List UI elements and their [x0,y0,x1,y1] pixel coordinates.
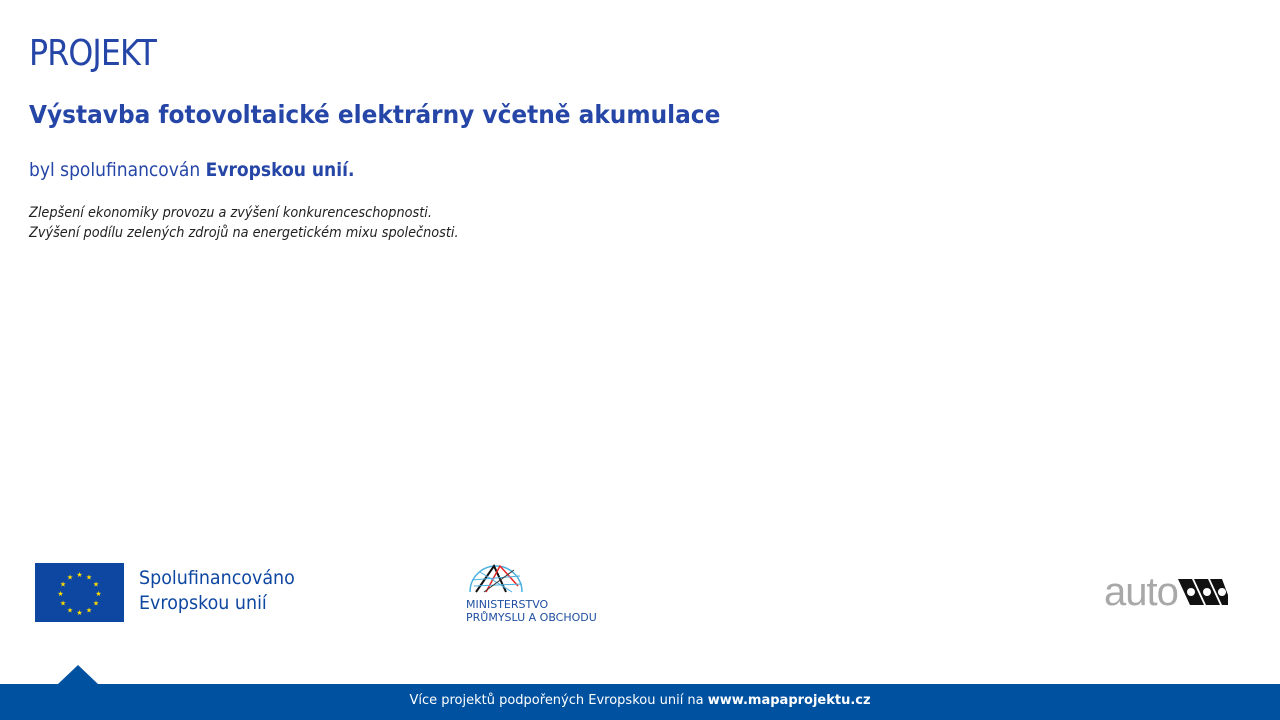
mpo-logo-text [466,598,597,624]
eu-star-icon: ★ [59,599,67,608]
cofinanced-line [29,159,354,181]
eu-star-icon: ★ [66,573,74,582]
mpo-globe-icon [466,562,526,596]
eu-flag-logo [35,563,124,622]
eu-logo-line2: Evropskou unií [139,592,267,614]
mpo-logo-line1: MINISTERSTVO [466,598,549,611]
goal-item: Zlepšení ekonomiky provozu a zvýšení konkurenceschopnosti. [29,205,432,221]
company-logo [1104,570,1228,614]
eu-star-icon: ★ [85,606,93,615]
eu-star-icon: ★ [59,580,67,589]
project-name: Výstavba fotovoltaické elektrárny včetně akumulace [29,100,721,129]
eu-star-icon: ★ [76,609,83,617]
eu-star-icon: ★ [95,590,102,598]
eu-star-icon: ★ [92,580,100,589]
cofinanced-by: Evropskou unií. [205,159,355,181]
eu-star-icon: ★ [57,590,64,598]
eu-logo-text [139,566,295,616]
page-title: PROJEKT [29,33,156,74]
eu-star-icon: ★ [66,606,74,615]
eu-star-icon: ★ [76,571,83,579]
cofinanced-prefix: byl spolufinancován [29,159,201,181]
company-logo-text: auto [1104,570,1178,614]
mpo-logo-line2: PRŮMYSLU A OBCHODU [466,611,597,624]
footer-bar [0,684,1280,720]
footer-notch [58,665,98,684]
footer-text: Více projektů podpořených Evropskou unií na [409,693,704,708]
footer-link[interactable]: www.mapaprojektu.cz [707,693,871,708]
eu-stars-icon [35,563,124,622]
goal-item: Zvýšení podílu zelených zdrojů na energetickém mixu společnosti. [29,225,459,241]
company-logo-mark-icon [1178,577,1228,607]
eu-star-icon: ★ [85,573,93,582]
project-goals [29,203,459,243]
eu-logo-line1: Spolufinancováno [139,567,295,589]
eu-star-icon: ★ [92,599,100,608]
